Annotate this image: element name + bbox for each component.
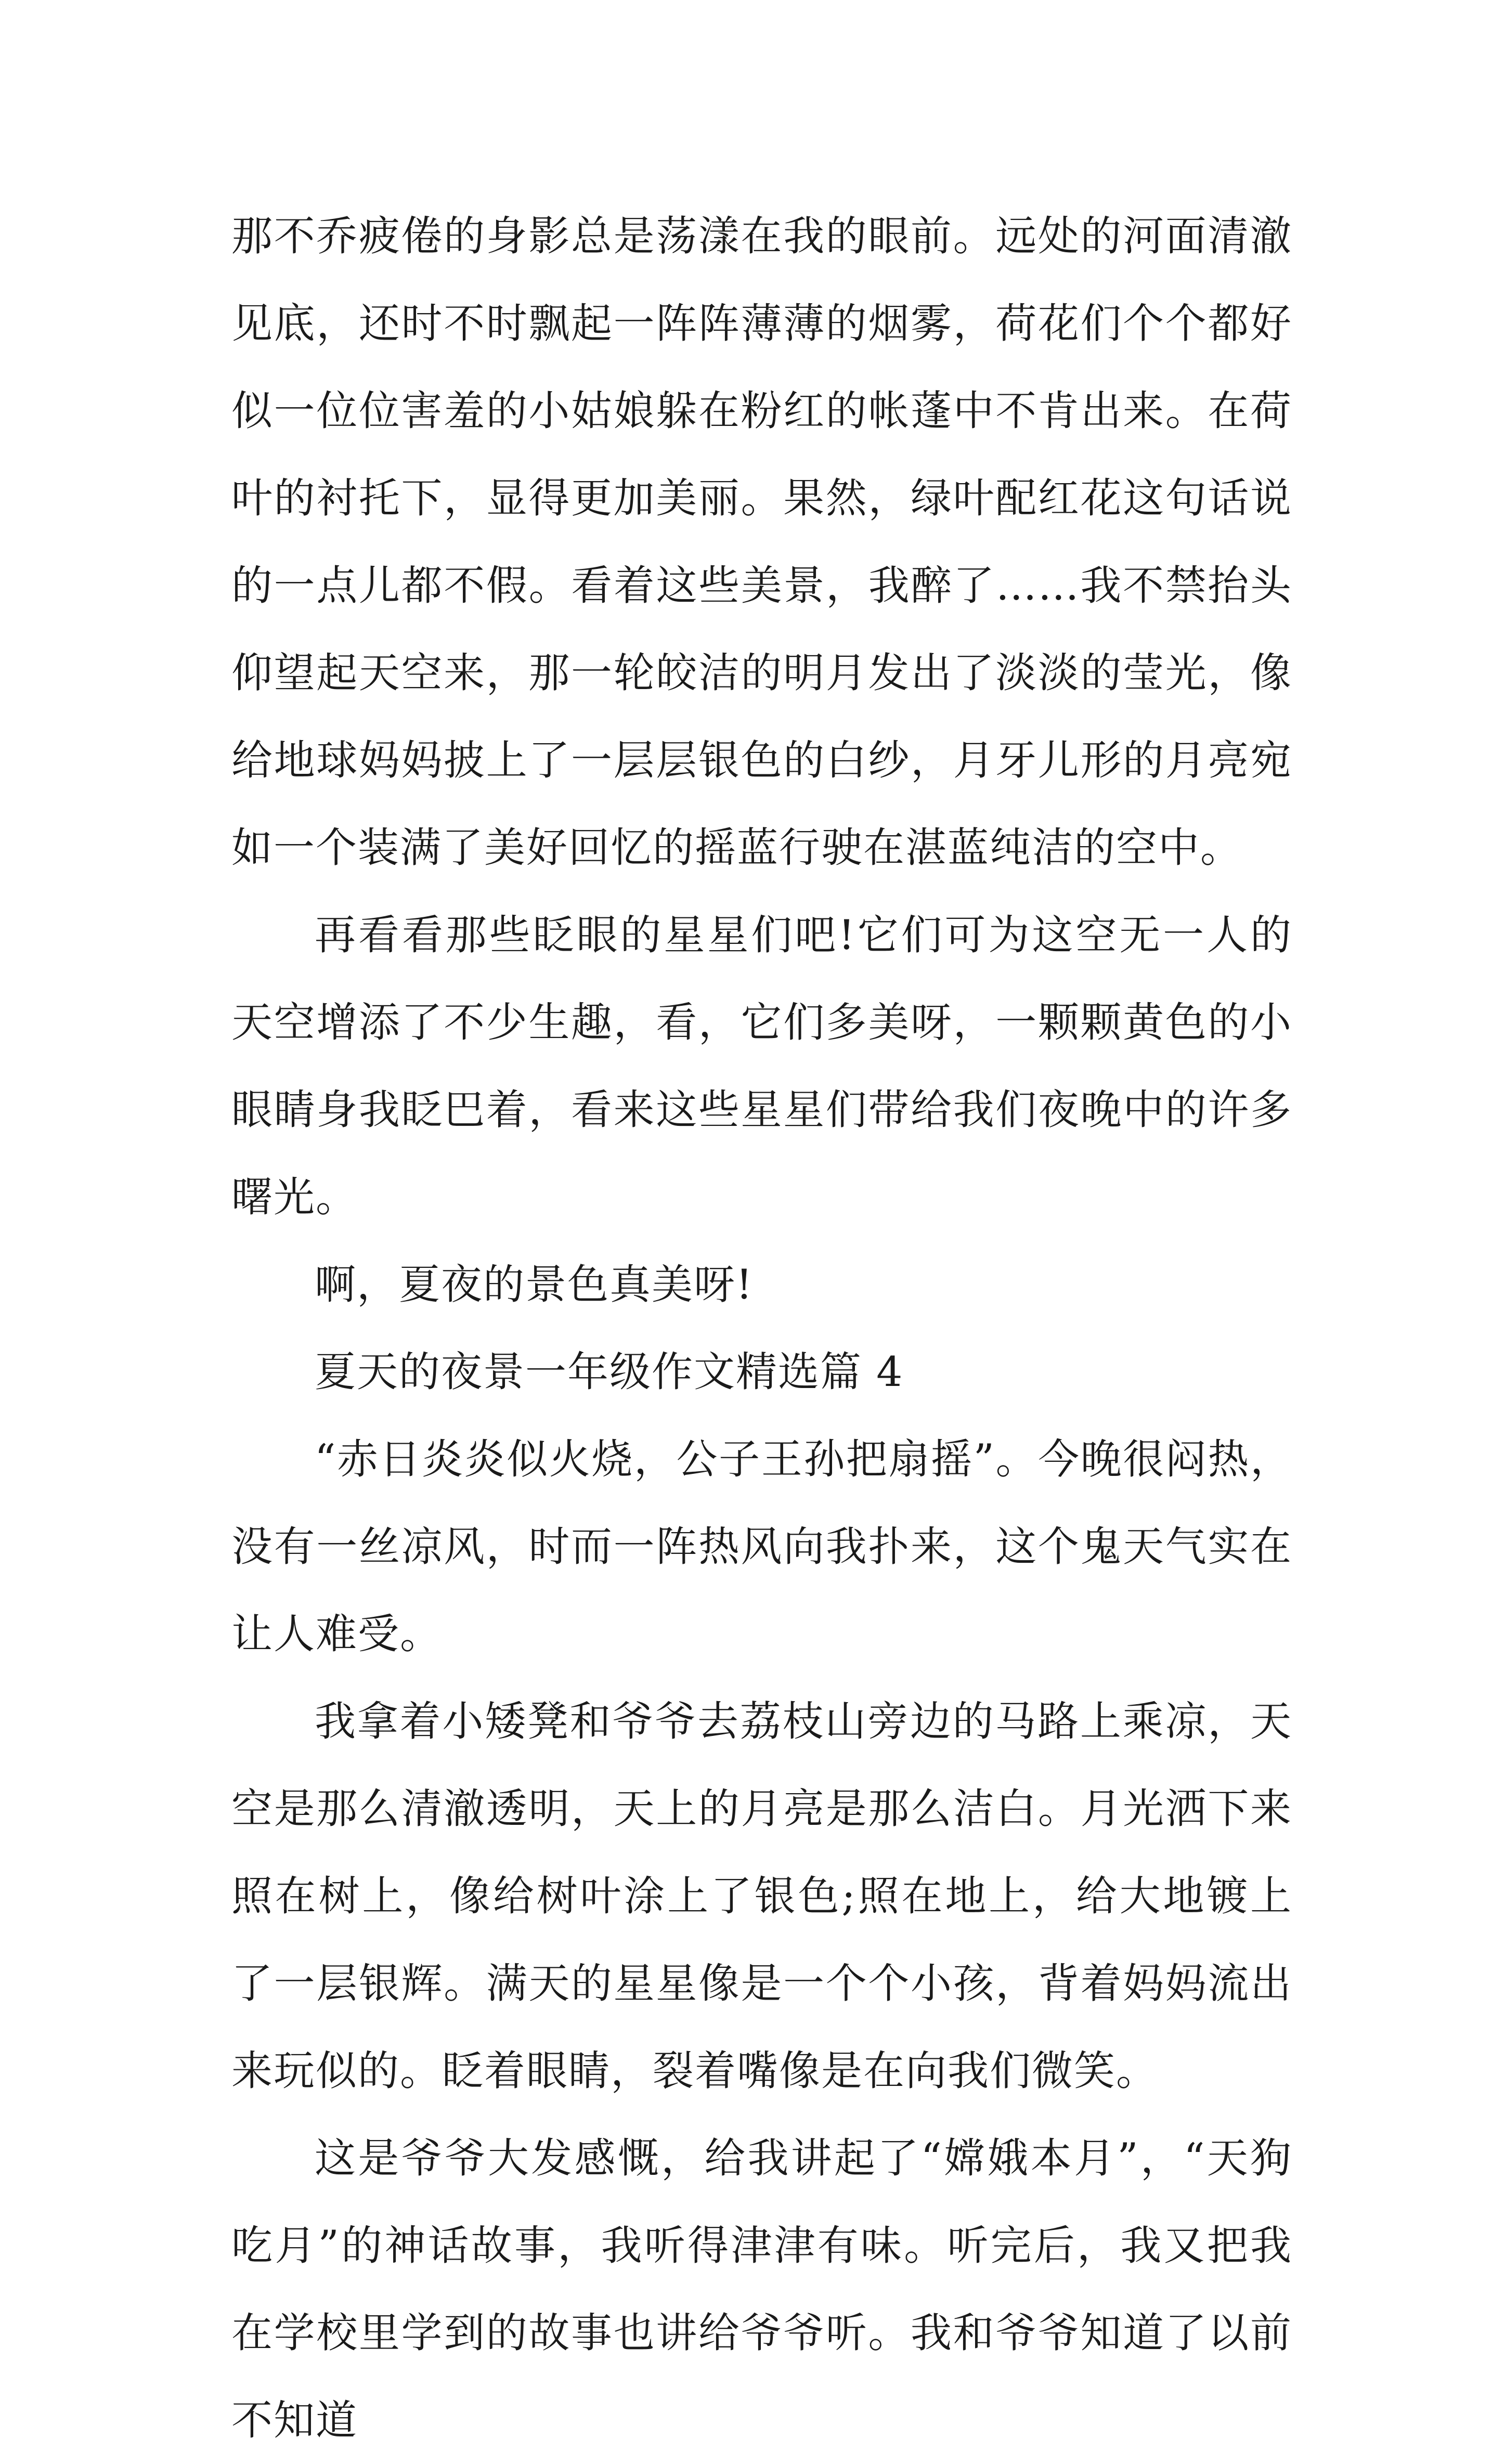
body-paragraph: 啊，夏夜的景色真美呀! xyxy=(315,1261,754,1308)
body-paragraph: 这是爷爷大发感慨，给我讲起了“嫦娥本月”，“天狗吃月”的神话故事，我听得津津有味。听完后，我又把我在学校里学到的故事也讲给爷爷听。我和爷爷知道了以前不知道 xyxy=(231,2134,1292,2444)
section-heading: 夏天的夜景一年级作文精选篇 4 xyxy=(315,1348,904,1396)
body-paragraph: “赤日炎炎似火烧，公子王孙把扇摇”。今晚很闷热，没有一丝凉风，时而一阵热风向我扑来，这个鬼天气实在让人难受。 xyxy=(231,1435,1292,1658)
body-paragraph: 我拿着小矮凳和爷爷去荔枝山旁边的马路上乘凉，天空是那么清澈透明，天上的月亮是那么洁白。月光洒下来照在树上，像给树叶涂上了银色;照在地上，给大地镀上了一层银辉。满天的星星像是一个个小孩，背着妈妈流出来玩似的。眨着眼睛，裂着嘴像是在向我们微笑。 xyxy=(231,1697,1292,2095)
body-paragraph: 那不乔疲倦的身影总是荡漾在我的眼前。远处的河面清澈见底，还时不时飘起一阵阵薄薄的烟雾，荷花们个个都好似一位位害羞的小姑娘躲在粉红的帐蓬中不肯出来。在荷叶的衬托下，显得更加美丽。果然，绿叶配红花这句话说的一点儿都不假。看着这些美景，我醉了……我不禁抬头仰望起天空来，那一轮皎洁的明月发出了淡淡的莹光，像给地球妈妈披上了一层层银色的白纱，月牙儿形的月亮宛如一个装满了美好回忆的摇蓝行驶在湛蓝纯洁的空中。 xyxy=(231,212,1292,872)
body-paragraph: 再看看那些眨眼的星星们吧!它们可为这空无一人的天空增添了不少生趣，看，它们多美呀，一颗颗黄色的小眼睛身我眨巴着，看来这些星星们带给我们夜晚中的许多曙光。 xyxy=(231,911,1292,1221)
document-page xyxy=(231,192,1292,2464)
